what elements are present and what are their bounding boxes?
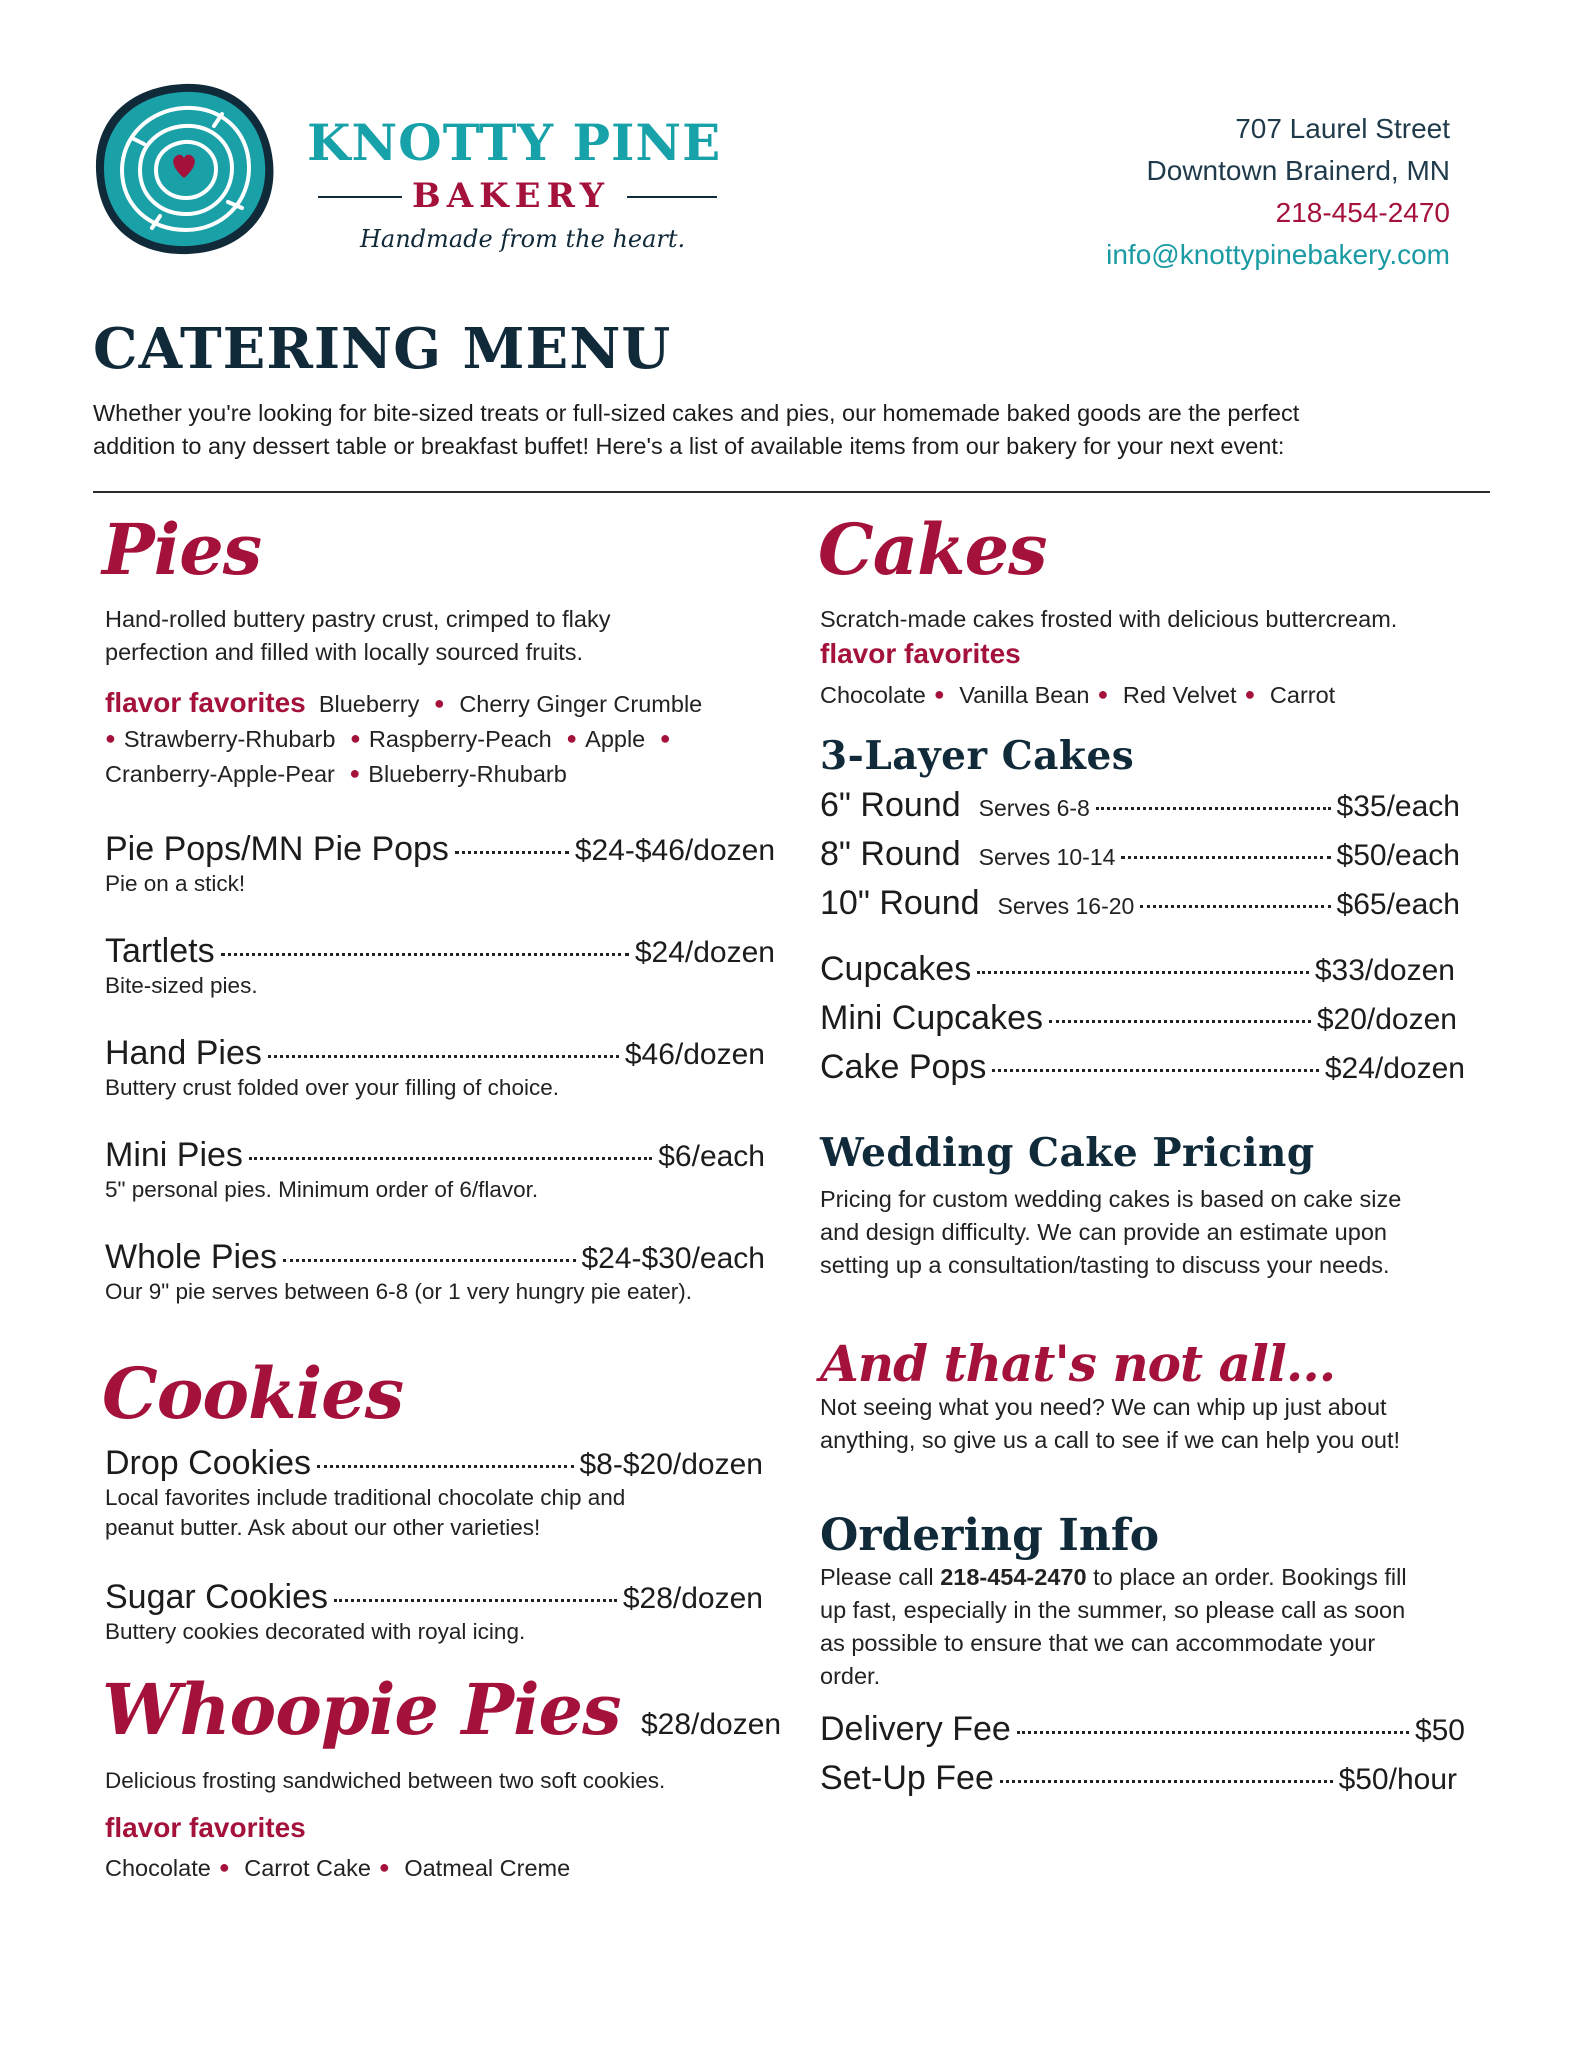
item-price: $20/dozen xyxy=(1316,1003,1457,1036)
not-all-description xyxy=(820,1391,1400,1457)
bullet-icon: ● xyxy=(433,693,445,713)
desc-line: up fast, especially in the summer, so please call as soon xyxy=(820,1597,1406,1623)
brand-tagline: Handmade from the heart. xyxy=(360,225,686,253)
bullet-icon: ● xyxy=(1244,684,1256,704)
item-description: peanut butter. Ask about our other varieties! xyxy=(105,1515,541,1540)
item-description: Bite-sized pies. xyxy=(105,973,258,998)
whoopie-flavors xyxy=(105,1852,570,1887)
address-line-1: 707 Laurel Street xyxy=(1235,113,1450,144)
dot-leader xyxy=(977,971,1309,974)
item-price: $6/each xyxy=(658,1140,765,1173)
item-price: $24/dozen xyxy=(634,936,775,969)
page-title: CATERING MENU xyxy=(93,316,672,382)
contact-block xyxy=(1106,108,1450,276)
brand-subtitle: BAKERY xyxy=(412,176,611,216)
divider xyxy=(93,491,1490,493)
item-name: 10" Round xyxy=(820,884,980,922)
item-price: $28/dozen xyxy=(622,1582,763,1615)
pies-flavors xyxy=(105,686,785,793)
dot-leader xyxy=(317,1465,574,1468)
item-name: 6" Round xyxy=(820,786,961,824)
item-name: Mini Pies xyxy=(105,1136,243,1174)
pie-item xyxy=(105,932,775,1001)
brand-name: KNOTTY PINE xyxy=(307,113,722,172)
bullet-icon: ● xyxy=(1097,684,1109,704)
dot-leader xyxy=(1096,807,1331,810)
item-serves: Serves 16-20 xyxy=(997,893,1135,919)
cakes-flavors xyxy=(820,679,1335,714)
fee-item xyxy=(820,1759,1457,1798)
desc-line: and design difficulty. We can provide an estimate upon xyxy=(820,1219,1387,1245)
cake-item xyxy=(820,999,1457,1038)
bakery-logo xyxy=(92,78,732,268)
item-name: Whole Pies xyxy=(105,1238,277,1276)
ordering-description xyxy=(820,1561,1407,1693)
item-name: Set-Up Fee xyxy=(820,1759,994,1797)
cake-size-item xyxy=(820,786,1460,825)
flavor-item: Red Velvet xyxy=(1122,682,1237,708)
dot-leader xyxy=(992,1069,1319,1072)
intro-text xyxy=(93,397,1463,463)
whoopie-description: Delicious frosting sandwiched between two soft cookies. xyxy=(105,1768,666,1793)
pies-heading: Pies xyxy=(102,508,262,591)
whoopie-heading: Whoopie Pies xyxy=(102,1668,621,1751)
flavor-item: Carrot Cake xyxy=(244,1855,371,1881)
desc-line: setting up a consultation/tasting to discuss your needs. xyxy=(820,1252,1390,1278)
flavor-item: Vanilla Bean xyxy=(959,682,1090,708)
pies-description xyxy=(105,603,610,669)
item-price: $24-$30/each xyxy=(581,1242,765,1275)
flavor-item: Cherry Ginger Crumble xyxy=(459,691,703,717)
cookie-item xyxy=(105,1444,763,1543)
dot-leader xyxy=(249,1157,652,1160)
bullet-icon: ● xyxy=(566,728,578,748)
wedding-heading: Wedding Cake Pricing xyxy=(820,1130,1315,1176)
ordering-heading: Ordering Info xyxy=(820,1510,1160,1561)
cake-item xyxy=(820,950,1455,989)
flavor-item: Blueberry xyxy=(318,691,420,717)
flavor-item: Chocolate xyxy=(820,682,926,708)
intro-line: addition to any dessert table or breakfast buffet! Here's a list of available items from our bakery for your next event: xyxy=(93,433,1285,459)
flavor-item: Raspberry-Peach xyxy=(368,726,552,752)
item-name: Sugar Cookies xyxy=(105,1578,329,1616)
item-price: $24/dozen xyxy=(1324,1052,1465,1085)
dot-leader xyxy=(1017,1731,1409,1734)
dot-leader xyxy=(1049,1020,1311,1023)
desc-text: Please call xyxy=(820,1564,941,1590)
item-serves: Serves 10-14 xyxy=(978,844,1116,870)
item-description: Our 9" pie serves between 6-8 (or 1 very hungry pie eater). xyxy=(105,1279,693,1304)
item-description: Buttery crust folded over your filling of choice. xyxy=(105,1075,559,1100)
desc-line: perfection and filled with locally sourced fruits. xyxy=(105,639,584,665)
email-link[interactable]: info@knottypinebakery.com xyxy=(1106,239,1450,270)
bullet-icon: ● xyxy=(659,728,671,748)
dot-leader xyxy=(334,1599,617,1602)
flavor-item: Chocolate xyxy=(105,1855,211,1881)
flavor-item: Carrot xyxy=(1269,682,1336,708)
cake-size-item xyxy=(820,884,1460,923)
item-name: 8" Round xyxy=(820,835,961,873)
item-name: Delivery Fee xyxy=(820,1710,1011,1748)
flavor-item: Strawberry-Rhubarb xyxy=(123,726,336,752)
desc-line: Pricing for custom wedding cakes is based on cake size xyxy=(820,1186,1402,1212)
order-phone[interactable]: 218-454-2470 xyxy=(940,1564,1087,1590)
desc-line: as possible to ensure that we can accommodate your xyxy=(820,1630,1376,1656)
flavor-favorites-label: flavor favorites xyxy=(105,687,306,718)
divider xyxy=(627,196,717,198)
dot-leader xyxy=(1000,1780,1333,1783)
whoopie-price: $28/dozen xyxy=(640,1708,782,1741)
item-description: Buttery cookies decorated with royal icing. xyxy=(105,1619,526,1644)
item-price: $24-$46/dozen xyxy=(574,834,775,867)
bullet-icon: ● xyxy=(218,1857,230,1877)
item-name: Tartlets xyxy=(105,932,215,970)
dot-leader xyxy=(1140,905,1330,908)
cakes-heading: Cakes xyxy=(818,508,1047,591)
item-name: Hand Pies xyxy=(105,1034,262,1072)
item-name: Cake Pops xyxy=(820,1048,987,1086)
cakes-description: Scratch-made cakes frosted with delicious buttercream. xyxy=(820,606,1398,632)
item-price: $65/each xyxy=(1336,888,1460,921)
address-line-2: Downtown Brainerd, MN xyxy=(1146,155,1450,186)
item-name: Drop Cookies xyxy=(105,1444,311,1482)
whoopie-header xyxy=(102,1670,781,1750)
flavor-favorites-label: flavor favorites xyxy=(105,1812,306,1843)
bullet-icon: ● xyxy=(933,684,945,704)
dot-leader xyxy=(268,1055,619,1058)
desc-line: anything, so give us a call to see if we can help you out! xyxy=(820,1427,1401,1453)
dot-leader xyxy=(455,851,569,854)
cookies-heading: Cookies xyxy=(102,1352,404,1435)
item-description: 5" personal pies. Minimum order of 6/flavor. xyxy=(105,1177,539,1202)
flavor-item: Cranberry-Apple-Pear xyxy=(105,761,335,787)
pie-item xyxy=(105,1238,765,1307)
flavor-favorites-label: flavor favorites xyxy=(820,638,1021,669)
pie-item xyxy=(105,830,775,899)
dot-leader xyxy=(283,1259,576,1262)
item-price: $35/each xyxy=(1336,790,1460,823)
bullet-icon: ● xyxy=(378,1857,390,1877)
item-price: $50 xyxy=(1414,1714,1465,1747)
phone-number[interactable]: 218-454-2470 xyxy=(1275,197,1450,228)
flavor-item: Oatmeal Creme xyxy=(404,1855,571,1881)
item-name: Pie Pops/MN Pie Pops xyxy=(105,830,449,868)
cake-item xyxy=(820,1048,1465,1087)
item-price: $50/each xyxy=(1336,839,1460,872)
tree-ring-icon xyxy=(92,78,277,258)
divider xyxy=(318,196,402,198)
item-name: Cupcakes xyxy=(820,950,972,988)
bullet-icon: ● xyxy=(105,728,116,748)
desc-text: to place an order. Bookings fill xyxy=(1086,1564,1407,1590)
wedding-description xyxy=(820,1183,1401,1282)
desc-line: Hand-rolled buttery pastry crust, crimped to flaky xyxy=(105,606,611,632)
item-serves: Serves 6-8 xyxy=(978,795,1090,821)
dot-leader xyxy=(221,953,629,956)
dot-leader xyxy=(1121,856,1330,859)
bullet-icon: ● xyxy=(349,763,361,783)
item-description: Local favorites include traditional chocolate chip and xyxy=(105,1485,626,1510)
pie-item xyxy=(105,1136,765,1205)
desc-line: Not seeing what you need? We can whip up just about xyxy=(820,1394,1387,1420)
item-description: Pie on a stick! xyxy=(105,871,246,896)
item-name: Mini Cupcakes xyxy=(820,999,1043,1037)
flavor-item: Blueberry-Rhubarb xyxy=(368,761,567,787)
fee-item xyxy=(820,1710,1465,1749)
item-price: $50/hour xyxy=(1338,1763,1457,1796)
item-price: $8-$20/dozen xyxy=(579,1448,763,1481)
desc-line: order. xyxy=(820,1663,881,1689)
three-layer-heading: 3-Layer Cakes xyxy=(820,733,1135,779)
flavor-item: Apple xyxy=(585,726,646,752)
intro-line: Whether you're looking for bite-sized treats or full-sized cakes and pies, our homemade baked goods are the perfect xyxy=(93,400,1300,426)
pie-item xyxy=(105,1034,765,1103)
bullet-icon: ● xyxy=(350,728,361,748)
not-all-heading: And that's not all... xyxy=(820,1334,1336,1393)
cookie-item xyxy=(105,1578,763,1647)
item-price: $33/dozen xyxy=(1314,954,1455,987)
item-price: $46/dozen xyxy=(624,1038,765,1071)
cake-size-item xyxy=(820,835,1460,874)
